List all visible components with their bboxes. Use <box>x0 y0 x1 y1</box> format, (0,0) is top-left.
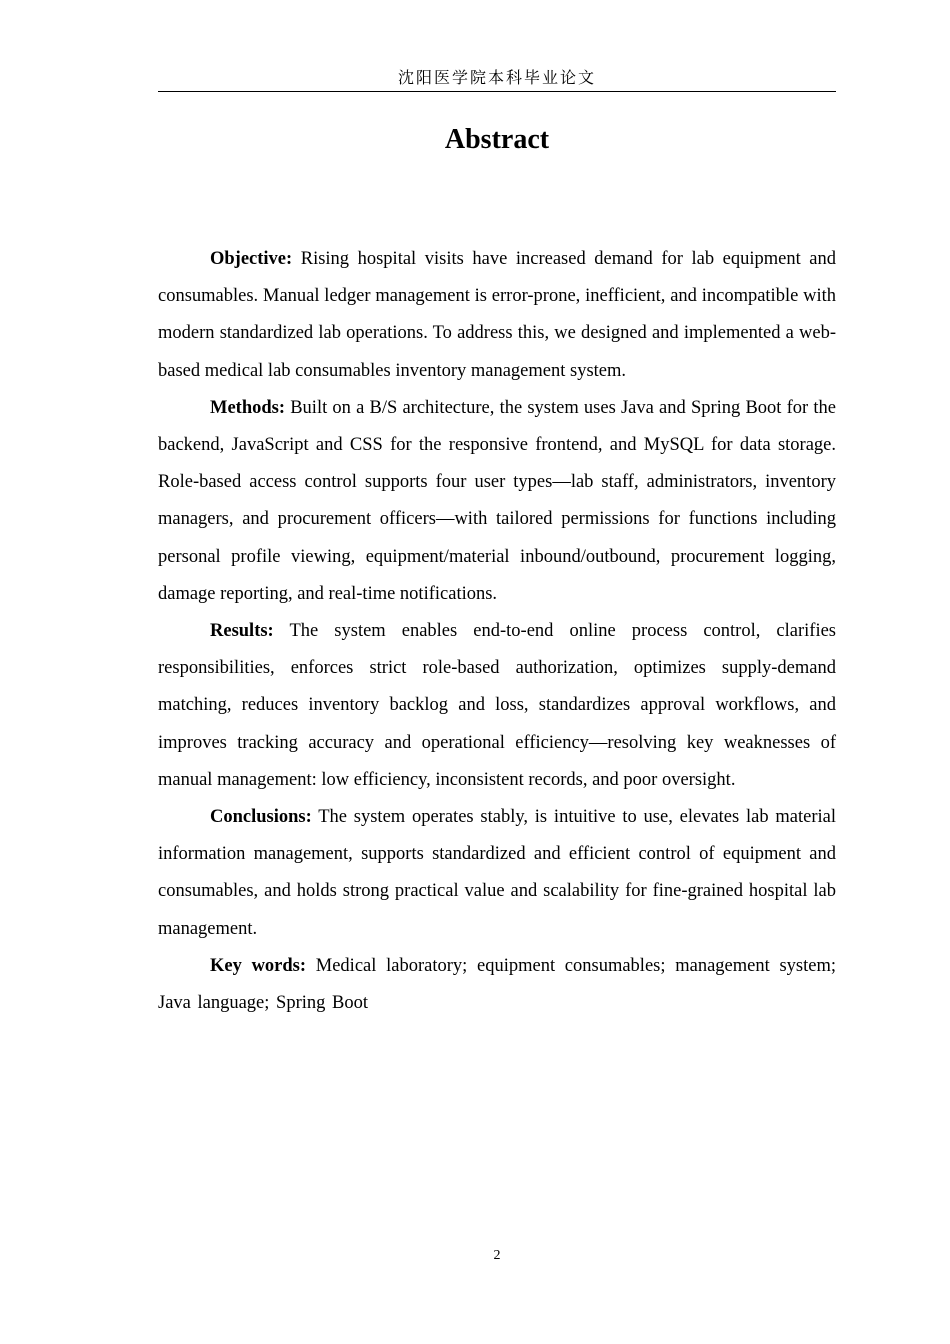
results-text: The system enables end-to-end online process control, clarifies responsibilities, enforces strict role-based authorization, optimizes supply-demand matching, reduces inventory backlog and loss, standardizes approval workflows, and improves tracking accuracy and operational efficiency—resolving key weaknesses of manual management: low efficiency, inconsistent records, and poor oversight. <box>158 621 836 790</box>
page-number: 2 <box>493 1248 501 1263</box>
conclusions-paragraph <box>158 799 836 948</box>
keywords-text: Medical laboratory; equipment consumables; management system; Java language; Spring Boot <box>158 955 836 1014</box>
objective-label: Objective: <box>210 249 293 269</box>
abstract-title: Abstract <box>444 124 550 155</box>
methods-label: Methods: <box>210 397 286 418</box>
methods-paragraph <box>158 390 836 613</box>
keywords-label: Key words: <box>210 955 307 976</box>
results-label: Results: <box>210 621 274 642</box>
objective-paragraph <box>158 241 836 390</box>
conclusions-label: Conclusions: <box>210 807 312 828</box>
keywords-paragraph <box>158 948 836 1022</box>
page-header: 沈阳医学院本科毕业论文 <box>397 68 596 87</box>
results-paragraph <box>158 613 836 799</box>
methods-text: Built on a B/S architecture, the system uses Java and Spring Boot for the backend, JavaScript and CSS for the responsive frontend, and MySQL for data storage. Role-based access control supports four user types—lab staff, administrators, inventory managers, and procurement officers—with tailored permissions for functions including personal profile viewing, equipment/material inbound/outbound, procurement logging, damage reporting, and real-time notifications. <box>158 397 836 604</box>
conclusions-text: The system operates stably, is intuitive to use, elevates lab material information management, supports standardized and efficient control of equipment and consumables, and holds strong practical value and scalability for fine-grained hospital lab management. <box>158 807 836 939</box>
header-divider <box>158 91 836 92</box>
abstract-body <box>158 241 836 1022</box>
objective-text: Rising hospital visits have increased demand for lab equipment and consumables. Manual ledger management is error-prone, inefficient, and incompatible with modern standardized lab operations. To address this, we designed and implemented a web-based medical lab consumables inventory management system. <box>158 249 836 381</box>
